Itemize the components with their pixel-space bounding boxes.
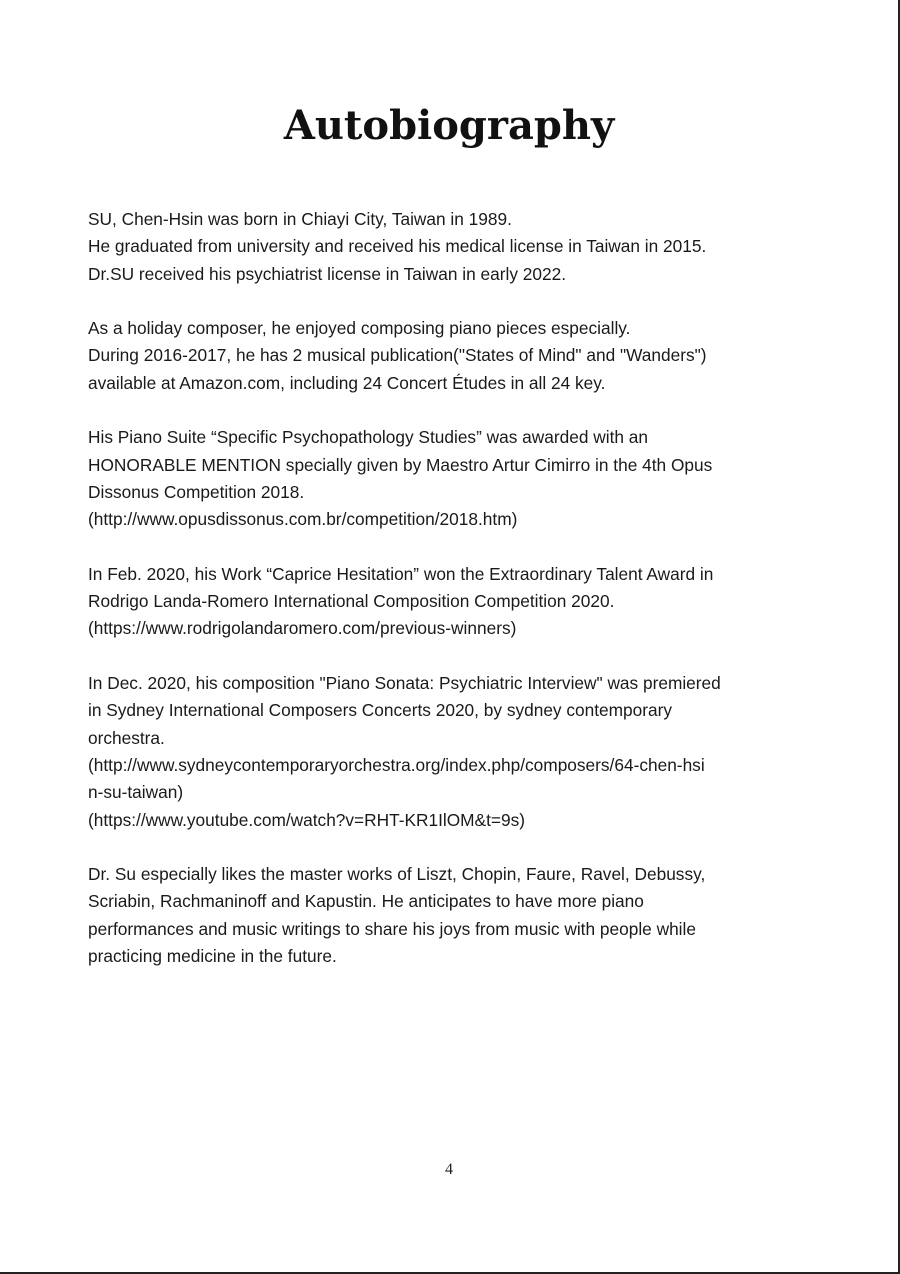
text-line: He graduated from university and received his medical license in Taiwan in 2015. bbox=[88, 236, 707, 257]
text-line: In Feb. 2020, his Work “Caprice Hesitation” won the Extraordinary Talent Award in bbox=[88, 563, 714, 584]
text-line: (http://www.opusdissonus.com.br/competition/2018.htm) bbox=[88, 509, 518, 530]
text-line: In Dec. 2020, his composition "Piano Sonata: Psychiatric Interview" was premiered bbox=[88, 673, 721, 694]
text-line: (https://www.youtube.com/watch?v=RHT-KR1IlOM&t=9s) bbox=[88, 809, 525, 830]
text-line: HONORABLE MENTION specially given by Maestro Artur Cimirro in the 4th Opus bbox=[88, 454, 713, 475]
text-line: in Sydney International Composers Concerts 2020, by sydney contemporary bbox=[88, 700, 673, 721]
text-line: Rodrigo Landa-Romero International Composition Competition 2020. bbox=[88, 591, 615, 612]
text-line: Scriabin, Rachmaninoff and Kapustin. He anticipates to have more piano bbox=[88, 891, 644, 912]
paragraph-3 bbox=[88, 424, 808, 533]
paragraph-4 bbox=[88, 561, 808, 643]
paragraph-5 bbox=[88, 670, 808, 834]
page-title: Autobiography bbox=[283, 102, 615, 149]
text-line: SU, Chen-Hsin was born in Chiayi City, Taiwan in 1989. bbox=[88, 209, 512, 229]
text-line: (https://www.rodrigolandaromero.com/previous-winners) bbox=[88, 618, 517, 639]
paragraph-2 bbox=[88, 315, 808, 397]
paragraph-6 bbox=[88, 861, 808, 970]
text-line: As a holiday composer, he enjoyed composing piano pieces especially. bbox=[88, 318, 631, 339]
text-line: Dr. Su especially likes the master works of Liszt, Chopin, Faure, Ravel, Debussy, bbox=[88, 864, 706, 885]
page-number: 4 bbox=[445, 1161, 453, 1178]
text-line: Dissonus Competition 2018. bbox=[88, 481, 305, 502]
text-line: n-su-taiwan) bbox=[88, 782, 184, 803]
text-line: Dr.SU received his psychiatrist license in Taiwan in early 2022. bbox=[88, 263, 567, 284]
text-line: During 2016-2017, he has 2 musical publication("States of Mind" and "Wanders") bbox=[88, 345, 707, 366]
text-line: performances and music writings to share his joys from music with people while bbox=[88, 918, 696, 939]
text-line: practicing medicine in the future. bbox=[88, 946, 337, 967]
text-line: (http://www.sydneycontemporaryorchestra.org/index.php/composers/64-chen-hsi bbox=[88, 754, 705, 775]
text-line: orchestra. bbox=[88, 727, 165, 748]
autobiography-body bbox=[88, 206, 808, 998]
paragraph-1 bbox=[88, 206, 808, 288]
text-line: His Piano Suite “Specific Psychopathology Studies” was awarded with an bbox=[88, 427, 649, 448]
text-line: available at Amazon.com, including 24 Concert Études in all 24 key. bbox=[88, 372, 606, 393]
